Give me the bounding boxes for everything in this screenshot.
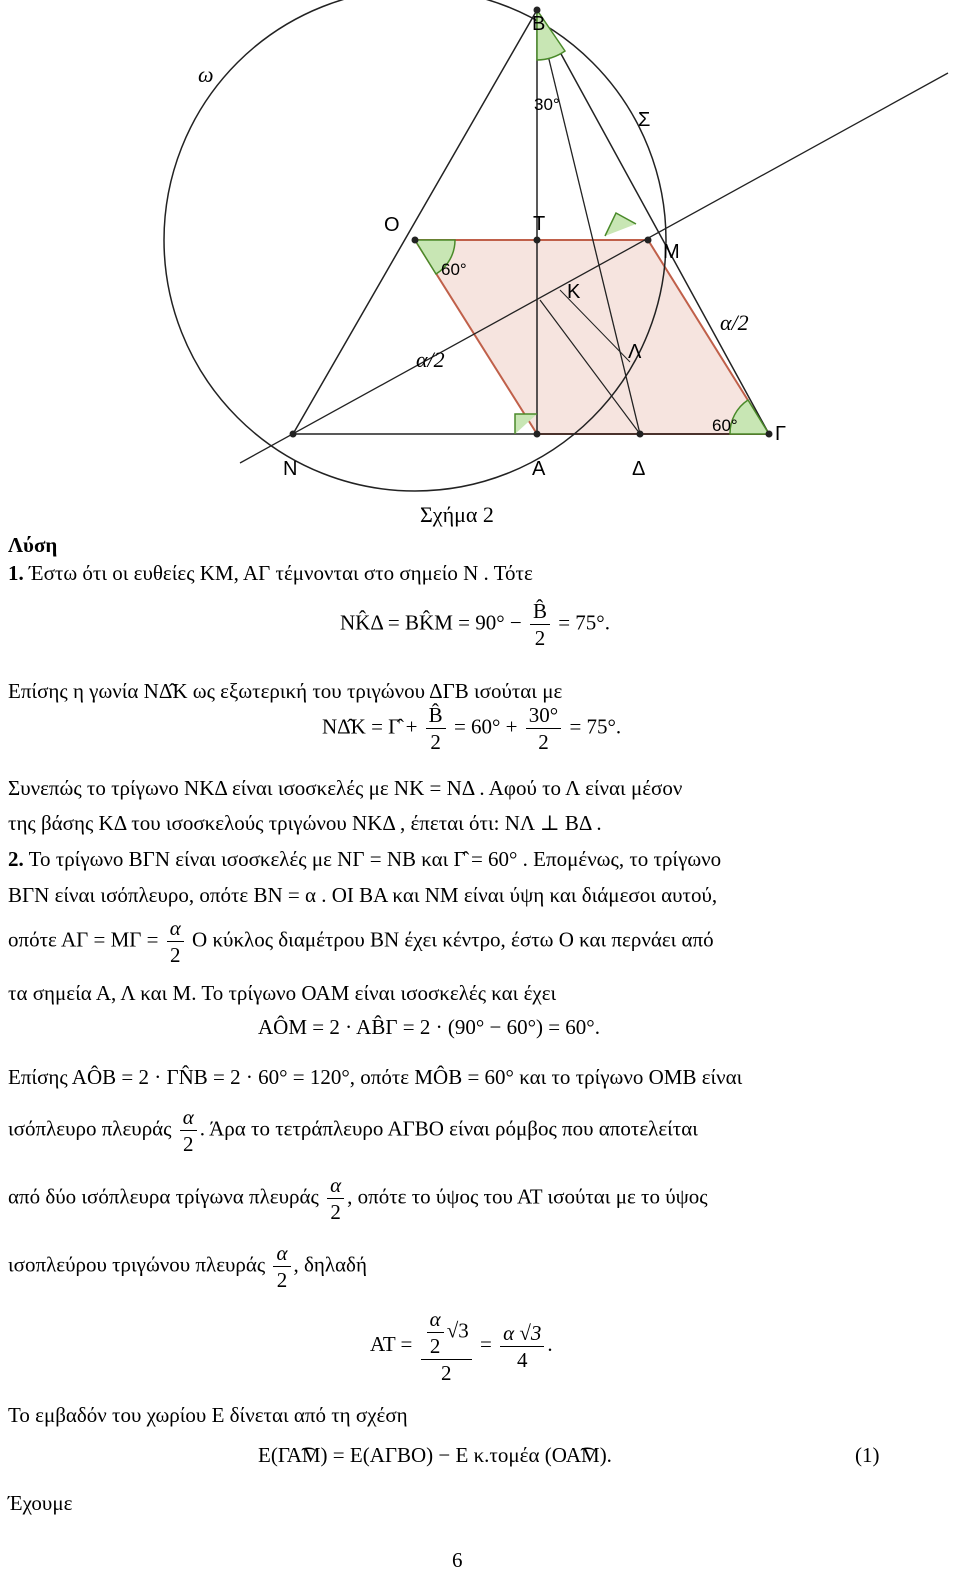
page-number: 6 xyxy=(452,1548,463,1572)
label-K: K xyxy=(567,281,581,303)
figure-caption: Σχήμα 2 xyxy=(420,502,494,527)
p5c-fraction xyxy=(327,1172,344,1225)
segment-label-NO: α/2 xyxy=(416,347,445,372)
angle-label-B: 30° xyxy=(534,95,560,114)
p5b-den: 2 xyxy=(183,1132,194,1156)
label-D: Δ xyxy=(632,458,646,480)
equation-4 xyxy=(370,1306,553,1386)
label-G: Γ xyxy=(775,423,787,445)
point-M xyxy=(645,237,652,244)
equation-3: ΑÔΜ = 2 · ΑB̂Γ = 2 · (90° − 60°) = 60°. xyxy=(258,1015,600,1039)
p4c-b: Ο κύκλος διαμέτρου ΒΝ έχει κέντρο, έστω Ο και περνάει από xyxy=(192,927,714,952)
eq1-num: B̂ xyxy=(530,598,550,625)
eq4-inner-num: α xyxy=(427,1306,444,1333)
right-angle-mark-M xyxy=(605,213,636,236)
p4c-a: οπότε ΑΓ = ΜΓ = xyxy=(8,927,159,952)
eq1-den: 2 xyxy=(534,626,546,650)
circle-label: ω xyxy=(198,62,214,87)
eq2-b: = 60° + xyxy=(453,714,518,739)
eq4-fraction-2 xyxy=(500,1320,544,1373)
p5b-fraction xyxy=(180,1104,197,1157)
eq4-sqrt: √3 xyxy=(446,1318,469,1343)
eq4-den-2: 4 xyxy=(516,1347,528,1372)
paragraph-4a xyxy=(8,846,721,872)
paragraph-2: Επίσης η γωνία ΝΔ̂Κ ως εξωτερική του τριγώνου ΔΓΒ ισούται με xyxy=(8,679,563,703)
equation-5-number: (1) xyxy=(855,1443,880,1467)
eq4-b: = xyxy=(479,1331,492,1356)
p5b-num: α xyxy=(180,1104,197,1131)
label-O: O xyxy=(384,214,400,236)
point-A xyxy=(534,431,541,438)
eq1-fraction xyxy=(530,598,550,651)
eq4-inner-den: 2 xyxy=(429,1334,441,1358)
p5b-a: ισόπλευρο πλευράς xyxy=(8,1116,172,1141)
geometry-figure xyxy=(0,0,960,500)
eq2-num-1: B̂ xyxy=(426,702,446,729)
eq4-num-2: α √3 xyxy=(500,1320,544,1347)
p5d-den: 2 xyxy=(276,1268,288,1292)
paragraph-1-text: Έστω ότι οι ευθείες ΚΜ, ΑΓ τέμνονται στο σημείο Ν . Τότε xyxy=(23,561,533,585)
p5d-b: , δηλαδή xyxy=(293,1252,367,1277)
p5c-a: από δύο ισόπλευρα τρίγωνα πλευράς xyxy=(8,1184,319,1209)
p4c-fraction xyxy=(167,915,184,968)
label-A: A xyxy=(532,458,546,480)
paragraph-7: Έχουμε xyxy=(8,1491,73,1515)
paragraph-3a: Συνεπώς το τρίγωνο ΝΚΔ είναι ισοσκελές με ΝΚ = ΝΔ . Αφού το Λ είναι μέσον xyxy=(8,776,683,800)
p5b-b: . Άρα το τετράπλευρο ΑΓΒΟ είναι ρόμβος που αποτελείται xyxy=(199,1116,698,1141)
paragraph-4d: τα σημεία Α, Λ και Μ. Το τρίγωνο ΟΑΜ είναι ισοσκελές και έχει xyxy=(8,981,557,1005)
label-N: N xyxy=(283,458,298,480)
eq1-left: ΝK̂Δ = BK̂M = 90° − xyxy=(340,610,522,635)
paragraph-6: Το εμβαδόν του χωρίου E δίνεται από τη σχέση xyxy=(8,1403,408,1427)
equation-2 xyxy=(322,702,621,755)
point-D xyxy=(637,431,644,438)
angle-label-O: 60° xyxy=(441,260,467,279)
paragraph-3b: της βάσης ΚΔ του ισοσκελούς τριγώνου ΝΚΔ , έπεται ότι: ΝΛ ⊥ ΒΔ . xyxy=(8,811,602,835)
p5d-fraction xyxy=(273,1240,290,1293)
eq2-den-2: 2 xyxy=(538,730,549,754)
equation-5: E(ΓΑ͡Μ) = E(ΑΓΒΟ) − E κ.τομέα (ΟΑ͡Μ). xyxy=(258,1443,612,1467)
p4c-num: α xyxy=(167,915,184,942)
p5c-num: α xyxy=(327,1172,344,1199)
eq2-c: = 75°. xyxy=(569,714,622,739)
p5c-b: , οπότε το ύψος του ΑΤ ισούται με το ύψος xyxy=(347,1184,708,1209)
eq2-num-2: 30° xyxy=(526,702,561,729)
paragraph-5c xyxy=(8,1172,708,1225)
eq2-a: ΝΔ̂Κ = Γ̂ + xyxy=(322,714,418,739)
point-G xyxy=(766,431,773,438)
paragraph-5d xyxy=(8,1240,367,1293)
label-L: Λ xyxy=(628,341,642,363)
eq4-a: ΑΤ = xyxy=(370,1331,413,1356)
p5d-a: ισοπλεύρου τριγώνου πλευράς xyxy=(8,1252,266,1277)
paragraph-4a-text: Το τρίγωνο ΒΓΝ είναι ισοσκελές με ΝΓ = ΝΒ και Γ̂ = 60° . Επομένως, το τρίγωνο xyxy=(23,847,722,871)
segment-label-MG: α/2 xyxy=(720,310,749,335)
label-sigma: Σ xyxy=(638,109,651,131)
item-number-2: 2. xyxy=(8,847,24,871)
equation-1 xyxy=(340,598,610,651)
item-number-1: 1. xyxy=(8,561,24,585)
point-N xyxy=(290,431,297,438)
eq2-fraction-2 xyxy=(526,702,561,755)
p4c-den: 2 xyxy=(170,943,181,967)
label-M: M xyxy=(663,241,680,263)
eq2-den-1: 2 xyxy=(430,730,441,754)
point-O xyxy=(412,237,419,244)
eq4-fraction-1 xyxy=(421,1306,472,1386)
angle-label-G: 60° xyxy=(712,416,738,435)
eq4-den-1: 2 xyxy=(440,1361,452,1385)
eq4-c: . xyxy=(547,1331,553,1356)
paragraph-5b xyxy=(8,1104,698,1157)
paragraph-5a: Επίσης ΑÔΒ = 2 · ΓN̂Β = 2 · 60° = 120°, οπότε ΜÔΒ = 60° και το τρίγωνο ΟΜΒ είναι xyxy=(8,1065,743,1089)
label-B: B xyxy=(532,13,546,35)
p5c-den: 2 xyxy=(330,1200,341,1224)
heading: Λύση xyxy=(8,533,58,557)
p5d-num: α xyxy=(273,1240,290,1267)
paragraph-4c xyxy=(8,915,714,968)
point-T xyxy=(534,237,541,244)
eq2-fraction-1 xyxy=(426,702,446,755)
eq4-inner-fraction xyxy=(427,1306,444,1359)
eq1-right: = 75°. xyxy=(558,610,610,635)
label-T: T xyxy=(533,213,546,235)
paragraph-1 xyxy=(8,560,533,586)
eq4-num-1 xyxy=(421,1306,472,1360)
paragraph-4b: ΒΓΝ είναι ισόπλευρο, οπότε ΒΝ = α . ΟΙ ΒΑ και ΝΜ είναι ύψη και διάμεσοι αυτού, xyxy=(8,883,718,907)
